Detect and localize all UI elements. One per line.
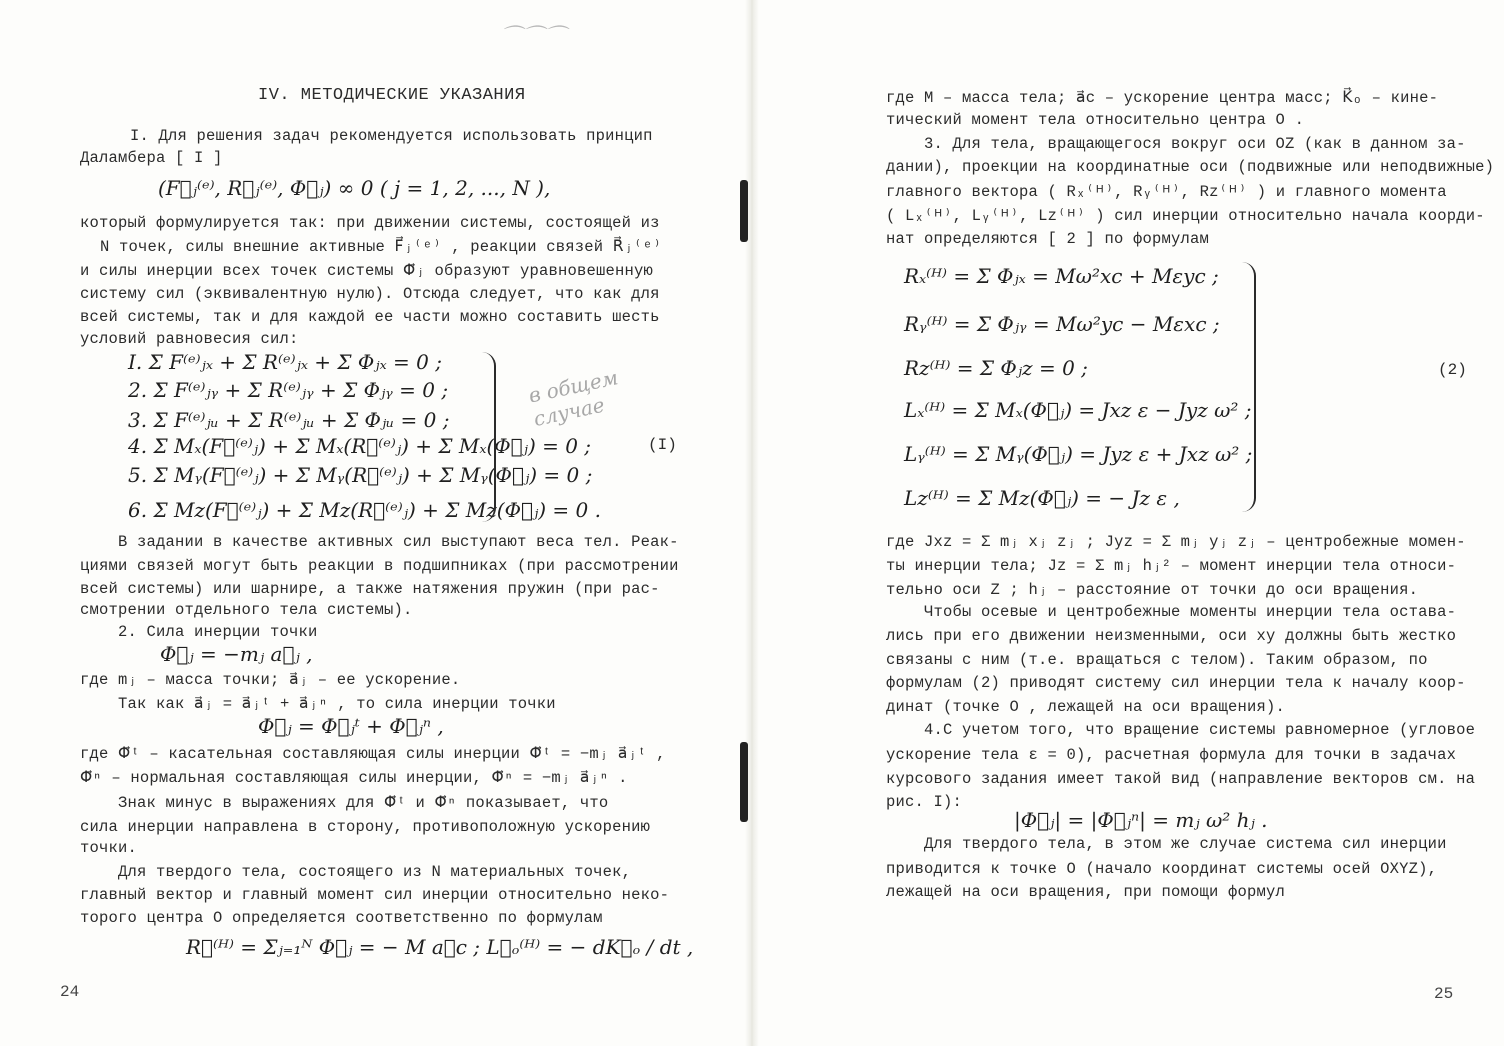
paragraph-line: В задании в качестве активных сил выступают веса тел. Реак-: [118, 533, 679, 551]
inertia-projection-rz: Rz⁽ᴴ⁾ = Σ Φⱼz = 0 ;: [904, 356, 1088, 380]
paragraph-line: циями связей могут быть реакции в подшипниках (при рассмотрении: [80, 557, 679, 575]
paragraph-line: Знак минус в выражениях для Φ⃗ᵗ и Φ⃗ⁿ показывает, что: [118, 794, 609, 812]
paragraph-line: главный вектор и главный момент сил инерции относительно неко-: [80, 886, 670, 904]
inertia-projection-ry: Rᵧ⁽ᴴ⁾ = Σ Φⱼᵧ = Mω²yc − Mεxc ;: [904, 312, 1220, 336]
paragraph-line: где Φ⃗ᵗ – касательная составляющая силы инерции Φ⃗ᵗ = −mⱼ a⃗ⱼᵗ ,: [80, 745, 666, 763]
paragraph-line: Так как a⃗ⱼ = a⃗ⱼᵗ + a⃗ⱼⁿ , то сила инерции точки: [118, 695, 556, 713]
paragraph-line: динат (точке O , лежащей на оси вращения).: [886, 698, 1286, 716]
system-brace: [478, 352, 496, 522]
paragraph-line: 4.С учетом того, что вращение системы равномерное (угловое: [924, 721, 1476, 739]
equation-dalembert-principle: (F⃗ⱼ⁽ᵉ⁾, R⃗ⱼ⁽ᵉ⁾, Φ⃗ⱼ) ∞ 0 ( j = 1, 2, ..., N ),: [158, 176, 551, 200]
paragraph-line: систему сил (эквивалентную нулю). Отсюда следует, что как для: [80, 285, 660, 303]
paragraph-line: условий равновесия сил:: [80, 330, 299, 348]
equilibrium-equation-3: 3. Σ F⁽ᵉ⁾ⱼᵤ + Σ R⁽ᵉ⁾ⱼᵤ + Σ Φⱼᵤ = 0 ;: [128, 408, 450, 432]
equation-number-1: (I): [648, 436, 677, 454]
system-brace: [1238, 262, 1256, 512]
paragraph-line: курсового задания имеет такой вид (направление векторов см. на: [886, 770, 1476, 788]
inertia-moment-lx: Lₓ⁽ᴴ⁾ = Σ Mₓ(Φ⃗ⱼ) = Jxz ε − Jyz ω² ;: [904, 398, 1252, 422]
paragraph-line: нат определяются [ 2 ] по формулам: [886, 230, 1210, 248]
equation-inertia-magnitude: |Φ⃗ⱼ| = |Φ⃗ⱼⁿ| = mⱼ ω² hⱼ .: [1014, 808, 1268, 832]
paragraph-line: 3. Для тела, вращающегося вокруг оси OZ (как в данном за-: [924, 135, 1466, 153]
paragraph-line: Даламбера [ I ]: [80, 149, 223, 167]
paragraph-line: смотрении отдельного тела системы).: [80, 601, 413, 619]
page-number-right: 25: [1434, 985, 1454, 1003]
paragraph-line: тический момент тела относительно центра O .: [886, 111, 1305, 129]
right-page: [752, 0, 1504, 1046]
paragraph-line: I. Для решения задач рекомендуется использовать принцип: [130, 127, 653, 145]
paragraph-line: Для твердого тела, состоящего из N материальных точек,: [118, 863, 632, 881]
pencil-note: в общем случае: [526, 365, 621, 431]
paragraph-line: главного вектора ( Rₓ⁽ᴴ⁾, Rᵧ⁽ᴴ⁾, Rz⁽ᴴ⁾ ) и главного момента: [886, 183, 1447, 201]
equilibrium-equation-5: 5. Σ Mᵧ(F⃗⁽ᵉ⁾ⱼ) + Σ Mᵧ(R⃗⁽ᵉ⁾ⱼ) + Σ Mᵧ(Φ⃗ⱼ) = 0 ;: [128, 463, 593, 487]
paragraph-line: Чтобы осевые и центробежные моменты инерции тела остава-: [924, 603, 1457, 621]
paragraph-line: где mⱼ – масса точки; a⃗ⱼ – ее ускорение.: [80, 671, 461, 689]
equation-inertia-force: Φ⃗ⱼ = −mⱼ a⃗ⱼ ,: [160, 642, 313, 666]
staple-top: [740, 180, 748, 242]
paragraph-line: лись при его движении неизменными, оси xy должны быть жестко: [886, 627, 1457, 645]
equilibrium-equation-6: 6. Σ Mz(F⃗⁽ᵉ⁾ⱼ) + Σ Mz(R⃗⁽ᵉ⁾ⱼ) + Σ Mz(Φ⃗ⱼ) = 0 .: [128, 498, 601, 522]
paragraph-line: торого центра O определяется соответственно по формулам: [80, 909, 603, 927]
paragraph-line: где M – масса тела; a⃗c – ускорение центра масс; K⃗ₒ – кине-: [886, 89, 1439, 107]
staple-bottom: [740, 742, 748, 822]
paragraph-line: который формулируется так: при движении системы, состоящей из: [80, 214, 660, 232]
equation-inertia-split: Φ⃗ⱼ = Φ⃗ⱼᵗ + Φ⃗ⱼⁿ ,: [258, 714, 444, 738]
paragraph-line: где Jxz = Σ mⱼ xⱼ zⱼ ; Jyz = Σ mⱼ yⱼ zⱼ – центробежные момен-: [886, 533, 1466, 551]
paragraph-line: Φ⃗ⁿ – нормальная составляющая силы инерции, Φ⃗ⁿ = −mⱼ a⃗ⱼⁿ .: [80, 769, 628, 787]
equilibrium-equation-4: 4. Σ Mₓ(F⃗⁽ᵉ⁾ⱼ) + Σ Mₓ(R⃗⁽ᵉ⁾ⱼ) + Σ Mₓ(Φ⃗ⱼ) = 0 ;: [128, 434, 592, 458]
paragraph-line: приводится к точке O (начало координат системы осей OXYZ),: [886, 860, 1438, 878]
equation-number-2: (2): [1438, 361, 1467, 379]
paragraph-line: формулам (2) приводят систему сил инерции тела к началу коор-: [886, 674, 1466, 692]
inertia-moment-ly: Lᵧ⁽ᴴ⁾ = Σ Mᵧ(Φ⃗ⱼ) = Jyz ε + Jxz ω² ;: [904, 442, 1253, 466]
inertia-moment-lz: Lz⁽ᴴ⁾ = Σ Mz(Φ⃗ⱼ) = − Jz ε ,: [904, 486, 1180, 510]
paragraph-line: всей системы, так и для каждой ее части можно составить шесть: [80, 308, 660, 326]
paragraph-line: ускорение тела ε = 0), расчетная формула для точки в задачах: [886, 746, 1457, 764]
paragraph-line: ты инерции тела; Jz = Σ mⱼ hⱼ² – момент инерции тела относи-: [886, 557, 1457, 575]
paragraph-line: сила инерции направлена в сторону, противоположную ускорению: [80, 818, 651, 836]
paragraph-line: N точек, силы внешние активные F⃗ⱼ⁽ᵉ⁾ , реакции связей R⃗ⱼ⁽ᵉ⁾: [100, 238, 662, 256]
paragraph-line: лежащей на оси вращения, при помощи формул: [886, 883, 1286, 901]
paragraph-line: всей системы) или шарнире, а также натяжения пружин (при рас-: [80, 580, 660, 598]
paragraph-line: Для твердого тела, в этом же случае система сил инерции: [924, 835, 1447, 853]
paragraph-line: и силы инерции всех точек системы Φ⃗ⱼ образуют уравновешенную: [80, 262, 654, 280]
paragraph-line: связаны с ним (т.е. вращаться с телом). Таким образом, по: [886, 651, 1428, 669]
equation-main-vector-moment: R⃗⁽ᴴ⁾ = Σⱼ₌₁ᴺ Φ⃗ⱼ = − M a⃗c ; L⃗ₒ⁽ᴴ⁾ = − dK⃗ₒ / dt ,: [186, 935, 694, 959]
paragraph-line: рис. I):: [886, 793, 963, 811]
paragraph-line: тельно оси Z ; hⱼ – расстояние от точки до оси вращения.: [886, 581, 1419, 599]
equilibrium-equation-1: I. Σ F⁽ᵉ⁾ⱼₓ + Σ R⁽ᵉ⁾ⱼₓ + Σ Φⱼₓ = 0 ;: [128, 350, 442, 374]
pencil-scribble-top: ⌒⌒⌒: [500, 25, 567, 50]
section-heading: IV. МЕТОДИЧЕСКИЕ УКАЗАНИЯ: [258, 86, 526, 105]
paragraph-line: дании), проекции на координатные оси (подвижные или неподвижные): [886, 158, 1495, 176]
paragraph-line: точки.: [80, 839, 138, 857]
page-number-left: 24: [60, 983, 80, 1001]
inertia-projection-rx: Rₓ⁽ᴴ⁾ = Σ Φⱼₓ = Mω²xc + Mεyc ;: [904, 264, 1219, 288]
equilibrium-equation-2: 2. Σ F⁽ᵉ⁾ⱼᵧ + Σ R⁽ᵉ⁾ⱼᵧ + Σ Φⱼᵧ = 0 ;: [128, 378, 449, 402]
paragraph-line: ( Lₓ⁽ᴴ⁾, Lᵧ⁽ᴴ⁾, Lz⁽ᴴ⁾ ) сил инерции относительно начала коорди-: [886, 207, 1485, 225]
paragraph-line: 2. Сила инерции точки: [118, 623, 318, 641]
